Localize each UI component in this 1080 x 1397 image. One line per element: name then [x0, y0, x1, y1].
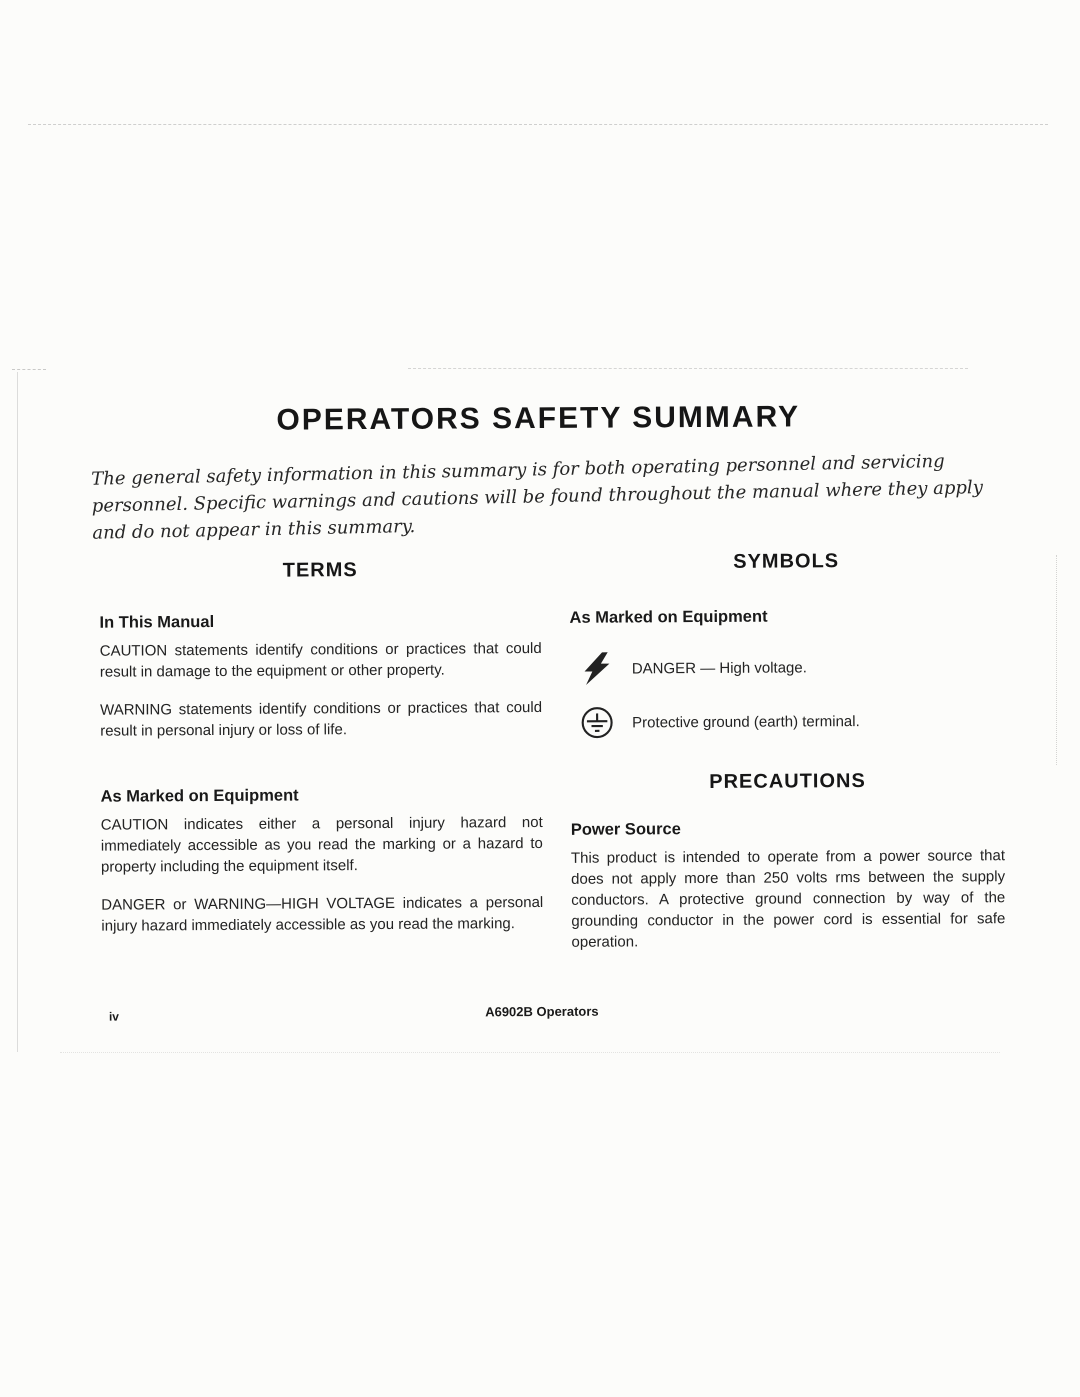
precautions-heading: PRECAUTIONS [709, 770, 866, 793]
symbol-label: DANGER — High voltage. [631, 659, 807, 678]
subheading-as-marked-equipment-right: As Marked on Equipment [569, 607, 768, 627]
symbol-label: Protective ground (earth) terminal. [632, 713, 860, 732]
precautions-section [570, 769, 1005, 953]
terms-heading: TERMS [282, 559, 358, 582]
symbol-item-protective-ground [570, 703, 1004, 744]
subheading-in-this-manual: In This Manual [99, 612, 215, 632]
paragraph-power-source: This product is intended to operate from a power source that does not apply more than 250 volts rms between the supply conductors. A protective ground connection by way of the grounding conductor in the power cord is essential for safe operation. [570, 847, 1006, 951]
symbols-section [569, 549, 1006, 970]
subheading-power-source: Power Source [570, 820, 681, 839]
footer-doc-title: A6902B Operators [485, 1003, 599, 1020]
intro-paragraph: The general safety information in this summary is for both operating personnel and servicing personnel. Specific warnings and cautions will be found throughout the manual where they apply and do not appear in this summary. [91, 450, 984, 544]
paragraph-danger-equipment: DANGER or WARNING—HIGH VOLTAGE indicates a personal injury hazard immediately accessible as you read the marking. [101, 893, 544, 935]
symbol-item-high-voltage [570, 649, 1004, 690]
page-title: OPERATORS SAFETY SUMMARY [276, 400, 801, 437]
terms-section [99, 558, 543, 954]
paragraph-caution-equipment: CAUTION indicates either a personal injury hazard not immediately accessible as you read the marking or a hazard to property including the equipment itself. [100, 813, 543, 876]
symbols-heading: SYMBOLS [733, 550, 840, 573]
footer-page-number: iv [108, 1009, 119, 1024]
paragraph-warning-manual: WARNING statements identify conditions or practices that could result in personal injury or loss of life. [100, 698, 543, 740]
paragraph-caution-manual: CAUTION statements identify conditions or practices that could result in damage to the equipment or other property. [99, 639, 542, 681]
high-voltage-icon [580, 652, 614, 686]
protective-ground-icon [580, 706, 614, 740]
subheading-as-marked-equipment-left: As Marked on Equipment [100, 786, 299, 806]
